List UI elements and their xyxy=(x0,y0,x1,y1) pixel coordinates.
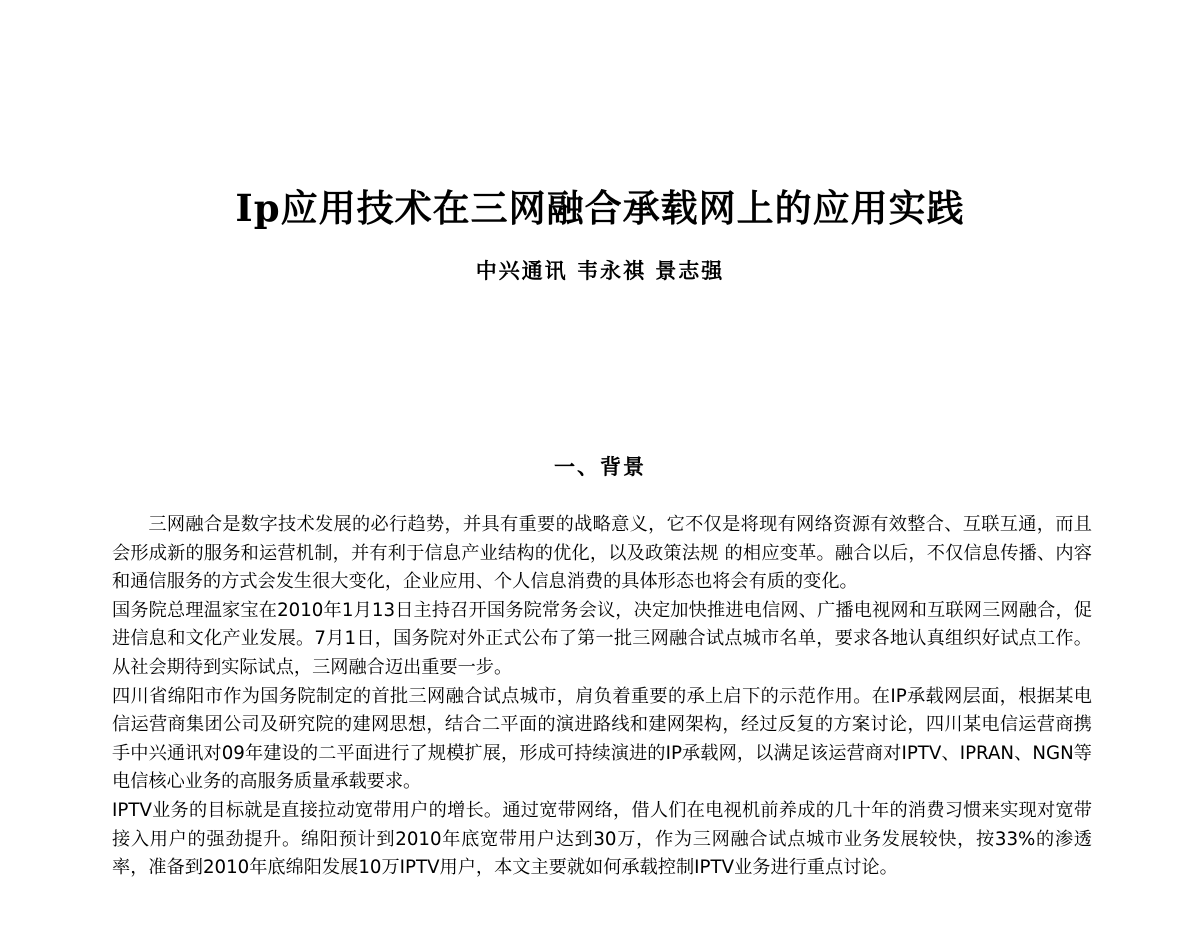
section-heading: 一、背景 xyxy=(554,454,646,479)
authors-line: 中兴通讯 韦永祺 景志强 xyxy=(475,258,725,283)
paragraph-2: 国务院总理温家宝在2010年1月13日主持召开国务院常务会议，决定加快推进电信网、广播电视网和互联网三网融合，促进信息和文化产业发展。7月1日，国务院对外正式公布了第一批三网融合试点城市名单，要求各地认真组织好试点工作。从社会期待到实际试点，三网融合迈出重要一步。 xyxy=(112,599,1092,678)
paragraph-4: IPTV业务的目标就是直接拉动宽带用户的增长。通过宽带网络，借人们在电视机前养成的几十年的消费习惯来实现对宽带接入用户的强劲提升。绵阳预计到2010年底宽带用户达到30万，作为三网融合试点城市业务发展较快，按33%的渗透率，准备到2010年底绵阳发展10万IPTV用户，本文主要就如何承载控制IPTV业务进行重点讨论。 xyxy=(112,799,1092,879)
page-title: Ip应用技术在三网融合承载网上的应用实践 xyxy=(235,186,965,230)
body-text xyxy=(112,511,1092,883)
paragraph-3: 四川省绵阳市作为国务院制定的首批三网融合试点城市，肩负着重要的承上启下的示范作用。在IP承载网层面，根据某电信运营商集团公司及研究院的建网思想，结合二平面的演进路线和建网架构，经过反复的方案讨论，四川某电信运营商携手中兴通讯对09年建设的二平面进行了规模扩展，形成可持续演进的IP承载网，以满足该运营商对IPTV、IPRAN、NGN等电信核心业务的高服务质量承载要求。 xyxy=(112,685,1092,793)
paragraph-1: 三网融合是数字技术发展的必行趋势，并具有重要的战略意义，它不仅是将现有网络资源有效整合、互联互通，而且会形成新的服务和运营机制，并有利于信息产业结构的优化，以及政策法规 的相应变革。融合以后，不仅信息传播、内容和通信服务的方式会发生很大变化，企业应用、个人信息消费的具体形态也将会有质的变化。 xyxy=(112,514,1092,593)
